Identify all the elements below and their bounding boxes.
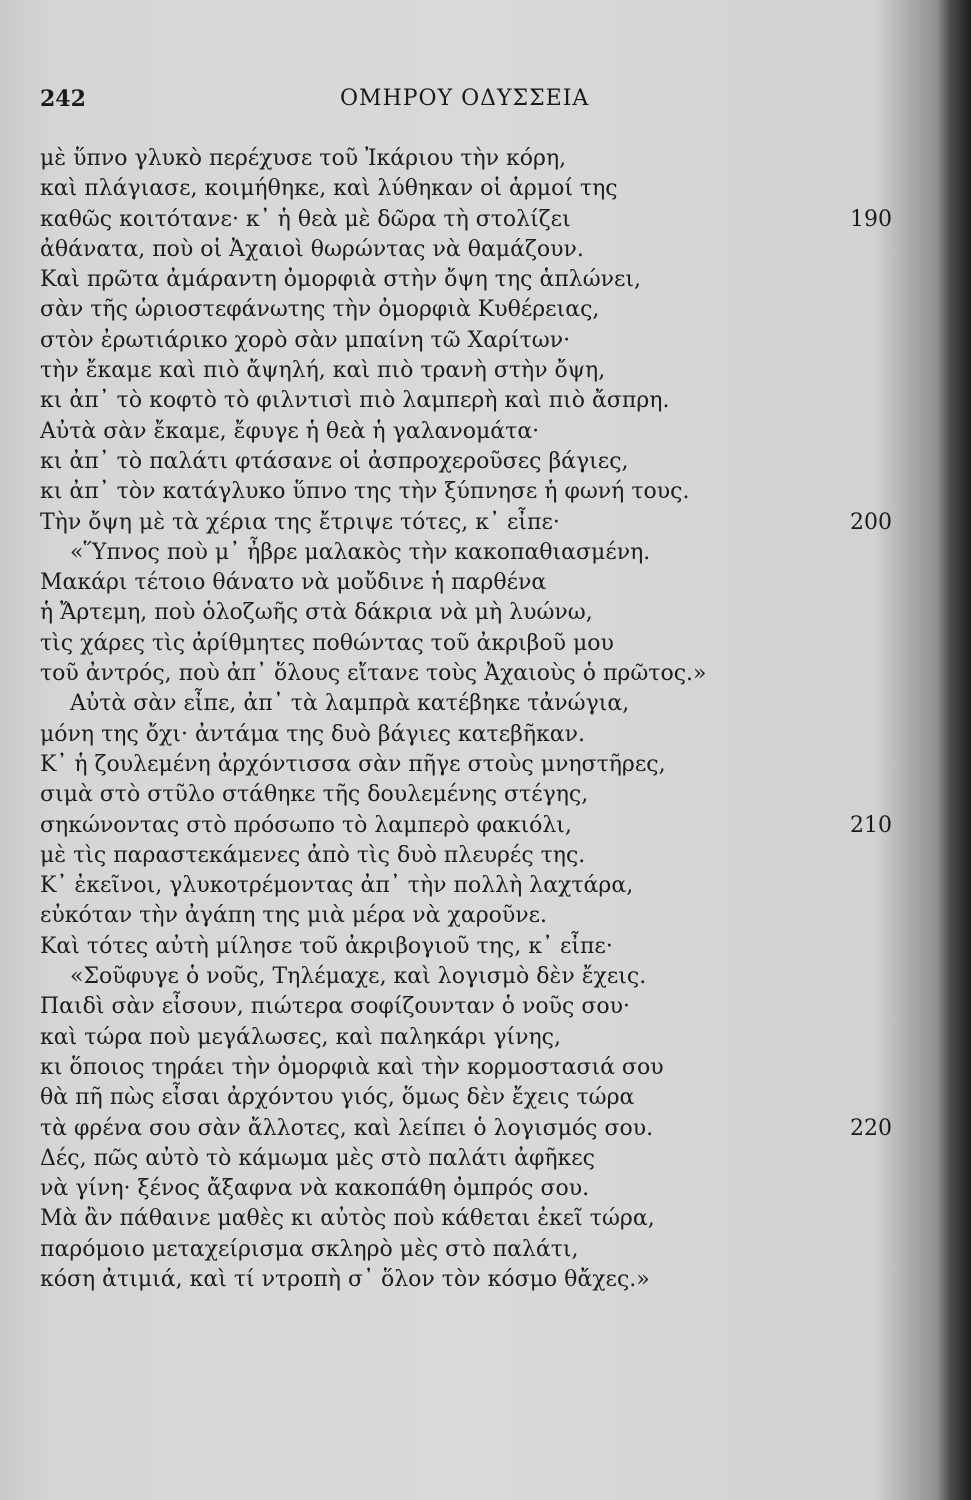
verse-line bbox=[40, 538, 900, 568]
verse-line bbox=[40, 629, 900, 659]
verse-text: σὰν τῆς ὡριοστεφάνωτης τὴν ὀμορφιὰ Κυθέρειας, bbox=[40, 297, 600, 323]
verse-text: κόση ἀτιμιά, καὶ τί ντροπὴ σ᾽ ὅλον τὸν κόσμο θἄχες.» bbox=[40, 1266, 650, 1292]
verse-text: ἡ Ἄρτεμη, ποὺ ὁλοζωῆς στὰ δάκρια νὰ μὴ λυώνω, bbox=[40, 600, 593, 626]
verse-text: καὶ τώρα ποὺ μεγάλωσες, καὶ παληκάρι γίνης, bbox=[40, 1024, 561, 1050]
page-number: 242 bbox=[40, 86, 86, 112]
verse-line bbox=[40, 962, 900, 992]
verse-text: κι ἀπ᾽ τὸ κοφτὸ τὸ φιλντισὶ πιὸ λαμπερὴ καὶ πιὸ ἄσπρη. bbox=[40, 388, 670, 414]
verse-text: Δές, πῶς αὐτὸ τὸ κάμωμα μὲς στὸ παλάτι ἀφῆκες bbox=[40, 1145, 596, 1171]
verse-text: νὰ γίνη· ξένος ἄξαφνα νὰ κακοπάθη ὀμπρός σου. bbox=[40, 1176, 590, 1202]
verse-text: ἀθάνατα, ποὺ οἱ Ἀχαιοὶ θωρώντας νὰ θαμάζουν. bbox=[40, 236, 584, 262]
verse-text: Καὶ τότες αὐτὴ μίλησε τοῦ ἀκριβογιοῦ της, κ᾽ εἶπε· bbox=[40, 933, 613, 959]
verse-line bbox=[40, 1083, 900, 1113]
verse-line bbox=[40, 447, 900, 477]
verse-line bbox=[40, 386, 900, 416]
page-header bbox=[40, 86, 900, 118]
verse-text: τὶς χάρες τὶς ἀρίθμητες ποθώντας τοῦ ἀκριβοῦ μου bbox=[40, 630, 614, 656]
line-number: 190 bbox=[850, 206, 892, 232]
verse-line bbox=[40, 144, 900, 174]
verse-text: «Σοῦφυγε ὁ νοῦς, Τηλέμαχε, καὶ λογισμὸ δὲν ἔχεις. bbox=[70, 964, 647, 990]
verse-text: μόνη της ὄχι· ἀντάμα της δυὸ βάγιες κατεβῆκαν. bbox=[40, 721, 585, 747]
verse-line bbox=[40, 1265, 900, 1295]
verse-text: τὰ φρένα σου σὰν ἄλλοτες, καὶ λείπει ὁ λογισμός σου. bbox=[40, 1115, 654, 1141]
verse-text: τὴν ἔκαμε καὶ πιὸ ἄψηλή, καὶ πιὸ τρανὴ στὴν ὄψη, bbox=[40, 358, 606, 384]
verse-line bbox=[40, 174, 900, 204]
verse-text: Μακάρι τέτοιο θάνατο νὰ μοὔδινε ἡ παρθένα bbox=[40, 570, 547, 596]
verse-text: καὶ πλάγιασε, κοιμήθηκε, καὶ λύθηκαν οἱ ἁρμοί της bbox=[40, 176, 618, 202]
verse-line bbox=[40, 265, 900, 295]
verse-line bbox=[40, 326, 900, 356]
verse-text: σηκώνοντας στὸ πρόσωπο τὸ λαμπερὸ φακιόλι, bbox=[40, 812, 572, 838]
verse-text: εὐκόταν τὴν ἀγάπη της μιὰ μέρα νὰ χαροῦνε. bbox=[40, 903, 548, 929]
verse-line bbox=[40, 901, 900, 931]
verse-text: Αὐτὰ σὰν εἶπε, ἀπ᾽ τὰ λαμπρὰ κατέβηκε τἀνώγια, bbox=[70, 691, 630, 717]
verse-text: Κ᾽ ἐκεῖνοι, γλυκοτρέμοντας ἀπ᾽ τὴν πολλὴ λαχτάρα, bbox=[40, 873, 634, 899]
line-number: 200 bbox=[850, 509, 892, 535]
verse-text: σιμὰ στὸ στῦλο στάθηκε τῆς δουλεμένης στέγης, bbox=[40, 782, 589, 808]
verse-line bbox=[40, 871, 900, 901]
verse-line bbox=[40, 1053, 900, 1083]
verse-text: κι ὅποιος τηράει τὴν ὀμορφιὰ καὶ τὴν κορμοστασιά σου bbox=[40, 1054, 664, 1080]
verse-text: Αὐτὰ σὰν ἔκαμε, ἔφυγε ἡ θεὰ ἡ γαλανομάτα· bbox=[40, 418, 540, 444]
verse-line bbox=[40, 689, 900, 719]
verse-line bbox=[40, 1114, 900, 1144]
book-spine-shadow bbox=[937, 0, 971, 1500]
verse-line bbox=[40, 598, 900, 628]
verse-line bbox=[40, 841, 900, 871]
verse-text: τοῦ ἀντρός, ποὺ ἀπ᾽ ὅλους εἴτανε τοὺς Ἀχαιοὺς ὁ πρῶτος.» bbox=[40, 661, 707, 687]
verse-line bbox=[40, 417, 900, 447]
verse-line bbox=[40, 1144, 900, 1174]
running-title: ΟΜΗΡΟΥ ΟΔΥΣΣΕΙΑ bbox=[340, 86, 590, 111]
verse-line bbox=[40, 235, 900, 265]
verse-line bbox=[40, 780, 900, 810]
verse-line bbox=[40, 811, 900, 841]
verse-text: θὰ πῆ πὼς εἶσαι ἀρχόντου γιός, ὅμως δὲν ἔχεις τώρα bbox=[40, 1085, 635, 1111]
verse-line bbox=[40, 932, 900, 962]
verse-line bbox=[40, 508, 900, 538]
verse-text: μὲ τὶς παραστεκάμενες ἀπὸ τὶς δυὸ πλευρές της. bbox=[40, 842, 586, 868]
verse-line bbox=[40, 720, 900, 750]
verse-text: Μὰ ἂν πάθαινε μαθὲς κι αὐτὸς ποὺ κάθεται ἐκεῖ τώρα, bbox=[40, 1206, 655, 1232]
verse-text: κι ἀπ᾽ τὸν κατάγλυκο ὕπνο της τὴν ξύπνησε ἡ φωνή τους. bbox=[40, 479, 690, 505]
verse-line bbox=[40, 1023, 900, 1053]
verse-text: Κ᾽ ἡ ζουλεμένη ἀρχόντισσα σὰν πῆγε στοὺς μνηστῆρες, bbox=[40, 751, 666, 777]
verse-line bbox=[40, 1235, 900, 1265]
verse-text: Καὶ πρῶτα ἀμάραντη ὀμορφιὰ στὴν ὄψη της ἁπλώνει, bbox=[40, 267, 642, 293]
verse-text: «Ὕπνος ποὺ μ᾽ ἦβρε μαλακὸς τὴν κακοπαθιασμένη. bbox=[70, 539, 651, 565]
verse-line bbox=[40, 659, 900, 689]
verse-text: καθῶς κοιτότανε· κ᾽ ἡ θεὰ μὲ δῶρα τὴ στολίζει bbox=[40, 206, 571, 232]
verse-line bbox=[40, 477, 900, 507]
verse-text: στὸν ἐρωτιάρικο χορὸ σὰν μπαίνη τῶ Χαρίτων· bbox=[40, 327, 571, 353]
verse-text: Τὴν ὄψη μὲ τὰ χέρια της ἔτριψε τότες, κ᾽ εἶπε· bbox=[40, 509, 560, 535]
verse-line bbox=[40, 1204, 900, 1234]
verse-text: Παιδὶ σὰν εἶσουν, πιώτερα σοφίζουνταν ὁ νοῦς σου· bbox=[40, 994, 630, 1020]
verse-block bbox=[40, 144, 900, 1295]
verse-line bbox=[40, 356, 900, 386]
line-number: 210 bbox=[850, 812, 892, 838]
verse-line bbox=[40, 750, 900, 780]
verse-text: παρόμοιο μεταχείρισμα σκληρὸ μὲς στὸ παλάτι, bbox=[40, 1236, 579, 1262]
verse-text: κι ἀπ᾽ τὸ παλάτι φτάσανε οἱ ἀσπροχεροῦσες βάγιες, bbox=[40, 448, 629, 474]
verse-text: μὲ ὕπνο γλυκὸ περέχυσε τοῦ Ἰκάριου τὴν κόρη, bbox=[40, 146, 567, 171]
verse-line bbox=[40, 992, 900, 1022]
verse-line bbox=[40, 1174, 900, 1204]
verse-line bbox=[40, 568, 900, 598]
verse-line bbox=[40, 295, 900, 325]
line-number: 220 bbox=[850, 1115, 892, 1141]
verse-line bbox=[40, 205, 900, 235]
